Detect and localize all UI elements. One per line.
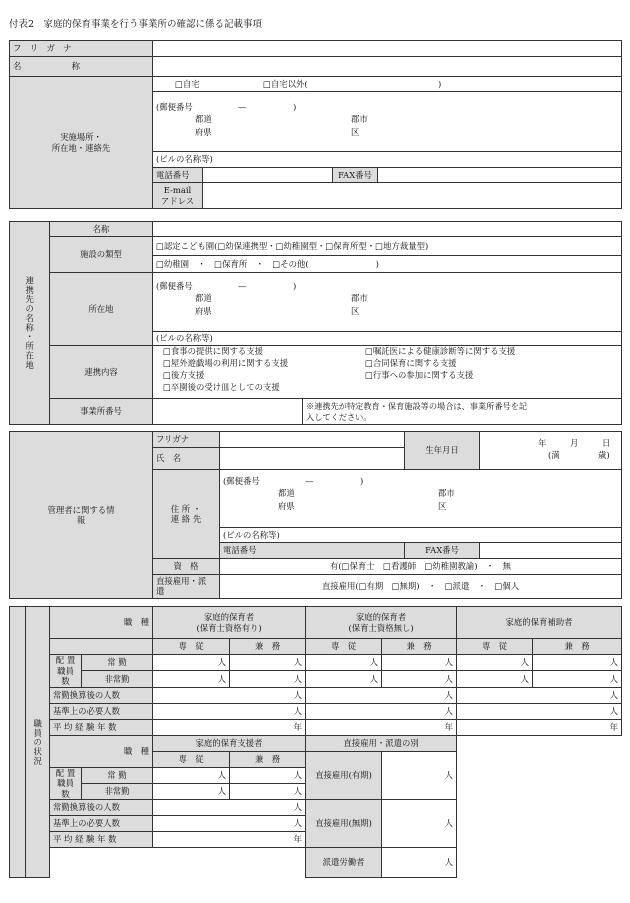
qualification-options[interactable]: 有(□保育士 □看護師 □幼稚園教諭) ・ 無 <box>220 559 622 575</box>
count-cell[interactable]: 人 <box>306 671 382 687</box>
manager-tel-label: 電話番号 <box>220 543 405 559</box>
content-item[interactable]: □屋外遊戯場の利用に関する支援 <box>163 358 289 368</box>
count-cell[interactable]: 人 <box>382 655 457 671</box>
job-type-blank <box>50 639 153 655</box>
partner-content[interactable] <box>153 346 622 399</box>
manager-furigana-label: フリガナ <box>153 432 220 448</box>
location-label: 実施場所・ 所在地・連絡先 <box>10 77 153 209</box>
fte-cell[interactable]: 人 <box>306 687 457 703</box>
partner-section-label: 連携先の名称・所在地 <box>10 222 50 425</box>
partner-building[interactable]: (ビルの名称等) <box>153 332 622 346</box>
header-assistant: 家庭的保育補助者 <box>457 607 622 639</box>
office-no-label: 事業所番号 <box>50 399 153 425</box>
name-field[interactable] <box>153 57 622 77</box>
irregular-label-2: 非常勤 <box>82 783 153 799</box>
furigana-label: フ リ ガ ナ <box>10 41 153 57</box>
manager-building[interactable]: (ビルの名称等) <box>220 528 622 543</box>
full-time-header: 専 従 <box>457 639 533 655</box>
required-label-2: 基準上の必要人数 <box>50 816 153 832</box>
birthdate-field[interactable]: 年 月 日 (満 歳) <box>480 432 622 470</box>
required-cell[interactable]: 人 <box>306 703 457 719</box>
employment-label: 直接雇用・派 遣 <box>153 575 220 599</box>
experience-cell[interactable]: 年 <box>306 719 457 735</box>
fte-cell[interactable]: 人 <box>457 687 622 703</box>
full-time-header: 専 従 <box>306 639 382 655</box>
part-time-header: 兼 務 <box>382 639 457 655</box>
partner-name-field[interactable] <box>153 222 622 237</box>
staff-count-label: 配 置 職員数 <box>50 655 82 688</box>
content-item[interactable]: □合同保育に関する支援 <box>365 358 457 368</box>
employment-options[interactable]: 直接雇用(□有期 □無期) ・ □派遣 ・ □個人 <box>220 575 622 599</box>
partner-name-label: 名称 <box>50 222 153 237</box>
experience-cell[interactable]: 年 <box>457 719 622 735</box>
staff-section-label: 職員の状況 <box>26 607 50 878</box>
partner-type-row2[interactable]: □幼稚園 ・ □保育所 ・ □その他( ) <box>153 256 622 273</box>
experience-cell[interactable]: 年 <box>153 832 306 848</box>
required-cell[interactable]: 人 <box>153 703 306 719</box>
form-title: 付表2 家庭的保育事業を行う事業所の確認に係る記載事項 <box>9 19 263 30</box>
job-type-label: 職 種 <box>50 607 153 639</box>
experience-cell[interactable]: 年 <box>153 719 306 735</box>
manager-label: 管理者に関する情 報 <box>10 432 153 599</box>
experience-label-2: 平 均 経 験 年 数 <box>50 832 153 848</box>
manager-address-label: 住 所 ・ 連 絡 先 <box>153 470 220 559</box>
fixed-term-cell[interactable]: 人 <box>382 751 457 800</box>
manager-name-label: 氏 名 <box>153 448 220 470</box>
office-no-boxes[interactable] <box>153 399 303 425</box>
header-employment-type: 直接雇用・派遣の別 <box>306 735 457 751</box>
job-type-label-2: 職 種 <box>50 735 153 767</box>
content-item[interactable]: □行事への参加に関する支援 <box>365 370 474 380</box>
indefinite-term-cell[interactable]: 人 <box>382 800 457 848</box>
manager-name-field[interactable] <box>220 448 405 470</box>
blank-area <box>457 735 622 878</box>
count-cell[interactable]: 人 <box>230 655 306 671</box>
office-info-table <box>9 40 622 209</box>
part-time-header: 兼 務 <box>230 751 306 767</box>
partner-type-row1[interactable]: □認定こども園(□幼保連携型・□幼稚園型・□保育所型・□地方裁量型) <box>153 237 622 256</box>
fte-cell[interactable]: 人 <box>153 687 306 703</box>
other-checkbox[interactable]: □自宅以外( <box>263 79 308 89</box>
count-cell[interactable]: 人 <box>153 655 230 671</box>
fte-label-2: 常勤換算後の人数 <box>50 800 153 816</box>
count-cell[interactable]: 人 <box>457 655 533 671</box>
partner-table <box>9 221 622 425</box>
fte-label: 常勤換算後の人数 <box>50 687 153 703</box>
fax-field[interactable] <box>378 168 622 183</box>
fte-cell[interactable]: 人 <box>153 800 306 816</box>
count-cell[interactable]: 人 <box>153 767 230 783</box>
count-cell[interactable]: 人 <box>533 671 622 687</box>
staff-count-label-2: 配 置 職員数 <box>50 767 82 800</box>
regular-label: 常 勤 <box>82 655 153 671</box>
count-cell[interactable]: 人 <box>230 671 306 687</box>
content-item[interactable]: □後方支援 <box>163 370 205 380</box>
count-cell[interactable]: 人 <box>457 671 533 687</box>
irregular-label: 非常勤 <box>82 671 153 687</box>
header-unqualified: 家庭的保育者 (保育士資格無し) <box>306 607 457 639</box>
full-time-header: 専 従 <box>153 639 230 655</box>
partner-address[interactable]: (郵便番号 — ) 都道 府県 郡市 区 <box>153 273 622 332</box>
partner-address-label: 所在地 <box>50 273 153 346</box>
full-time-header: 専 従 <box>153 751 230 767</box>
part-time-header: 兼 務 <box>533 639 622 655</box>
fixed-term-label: 直接雇用(有期) <box>306 751 382 800</box>
office-no-note: ※連携先が特定教育・保育施設等の場合は、事業所番号を記 入してください。 <box>303 399 622 425</box>
location-building[interactable]: (ビルの名称等) <box>153 152 622 168</box>
dispatch-cell[interactable]: 人 <box>382 848 457 878</box>
count-cell[interactable]: 人 <box>230 783 306 799</box>
blank-lower <box>50 848 306 878</box>
manager-fax-field[interactable] <box>480 543 622 559</box>
manager-fax-label: FAX番号 <box>405 543 480 559</box>
content-item[interactable]: □嘱託医による健康診断等に関する支援 <box>365 346 516 356</box>
indefinite-term-label: 直接雇用(無期) <box>306 800 382 848</box>
experience-label: 平 均 経 験 年 数 <box>50 719 153 735</box>
required-label: 基準上の必要人数 <box>50 703 153 719</box>
tel-field[interactable] <box>203 168 333 183</box>
required-cell[interactable]: 人 <box>457 703 622 719</box>
partner-content-label: 連携内容 <box>50 346 153 399</box>
count-cell[interactable]: 人 <box>306 655 382 671</box>
count-cell[interactable]: 人 <box>153 783 230 799</box>
tel-label: 電話番号 <box>153 168 203 183</box>
email-label: E-mail アドレス <box>153 183 203 209</box>
manager-furigana-field[interactable] <box>220 432 405 448</box>
staff-section-outer <box>10 607 26 878</box>
required-cell[interactable]: 人 <box>153 816 306 832</box>
birthdate-label: 生年月日 <box>405 432 480 470</box>
dispatch-label: 派遣労働者 <box>306 848 382 878</box>
email-field[interactable] <box>203 183 622 209</box>
fax-label: FAX番号 <box>333 168 378 183</box>
location-address[interactable]: (郵便番号 — ) 都道 府県 郡市 区 <box>153 92 622 152</box>
count-cell[interactable]: 人 <box>230 767 306 783</box>
content-item[interactable]: □卒園後の受け皿としての支援 <box>163 382 280 392</box>
name-label: 名 称 <box>10 57 153 77</box>
count-cell[interactable]: 人 <box>153 671 230 687</box>
part-time-header: 兼 務 <box>230 639 306 655</box>
manager-table <box>9 431 622 599</box>
header-supporter: 家庭的保育支援者 <box>153 735 306 751</box>
regular-label-2: 常 勤 <box>82 767 153 783</box>
header-qualified: 家庭的保育者 (保育士資格有り) <box>153 607 306 639</box>
home-checkbox[interactable]: □自宅 <box>175 79 200 89</box>
content-item[interactable]: □食事の提供に関する支援 <box>163 346 264 356</box>
furigana-field[interactable] <box>153 41 622 57</box>
home-choice[interactable]: □自宅 □自宅以外( ) <box>153 77 622 92</box>
staff-table <box>9 606 622 878</box>
manager-address[interactable]: (郵便番号 — ) 都道 府県 郡市 区 <box>220 470 622 528</box>
count-cell[interactable]: 人 <box>382 671 457 687</box>
partner-type-label: 施設の類型 <box>50 237 153 273</box>
count-cell[interactable]: 人 <box>533 655 622 671</box>
qualification-label: 資 格 <box>153 559 220 575</box>
